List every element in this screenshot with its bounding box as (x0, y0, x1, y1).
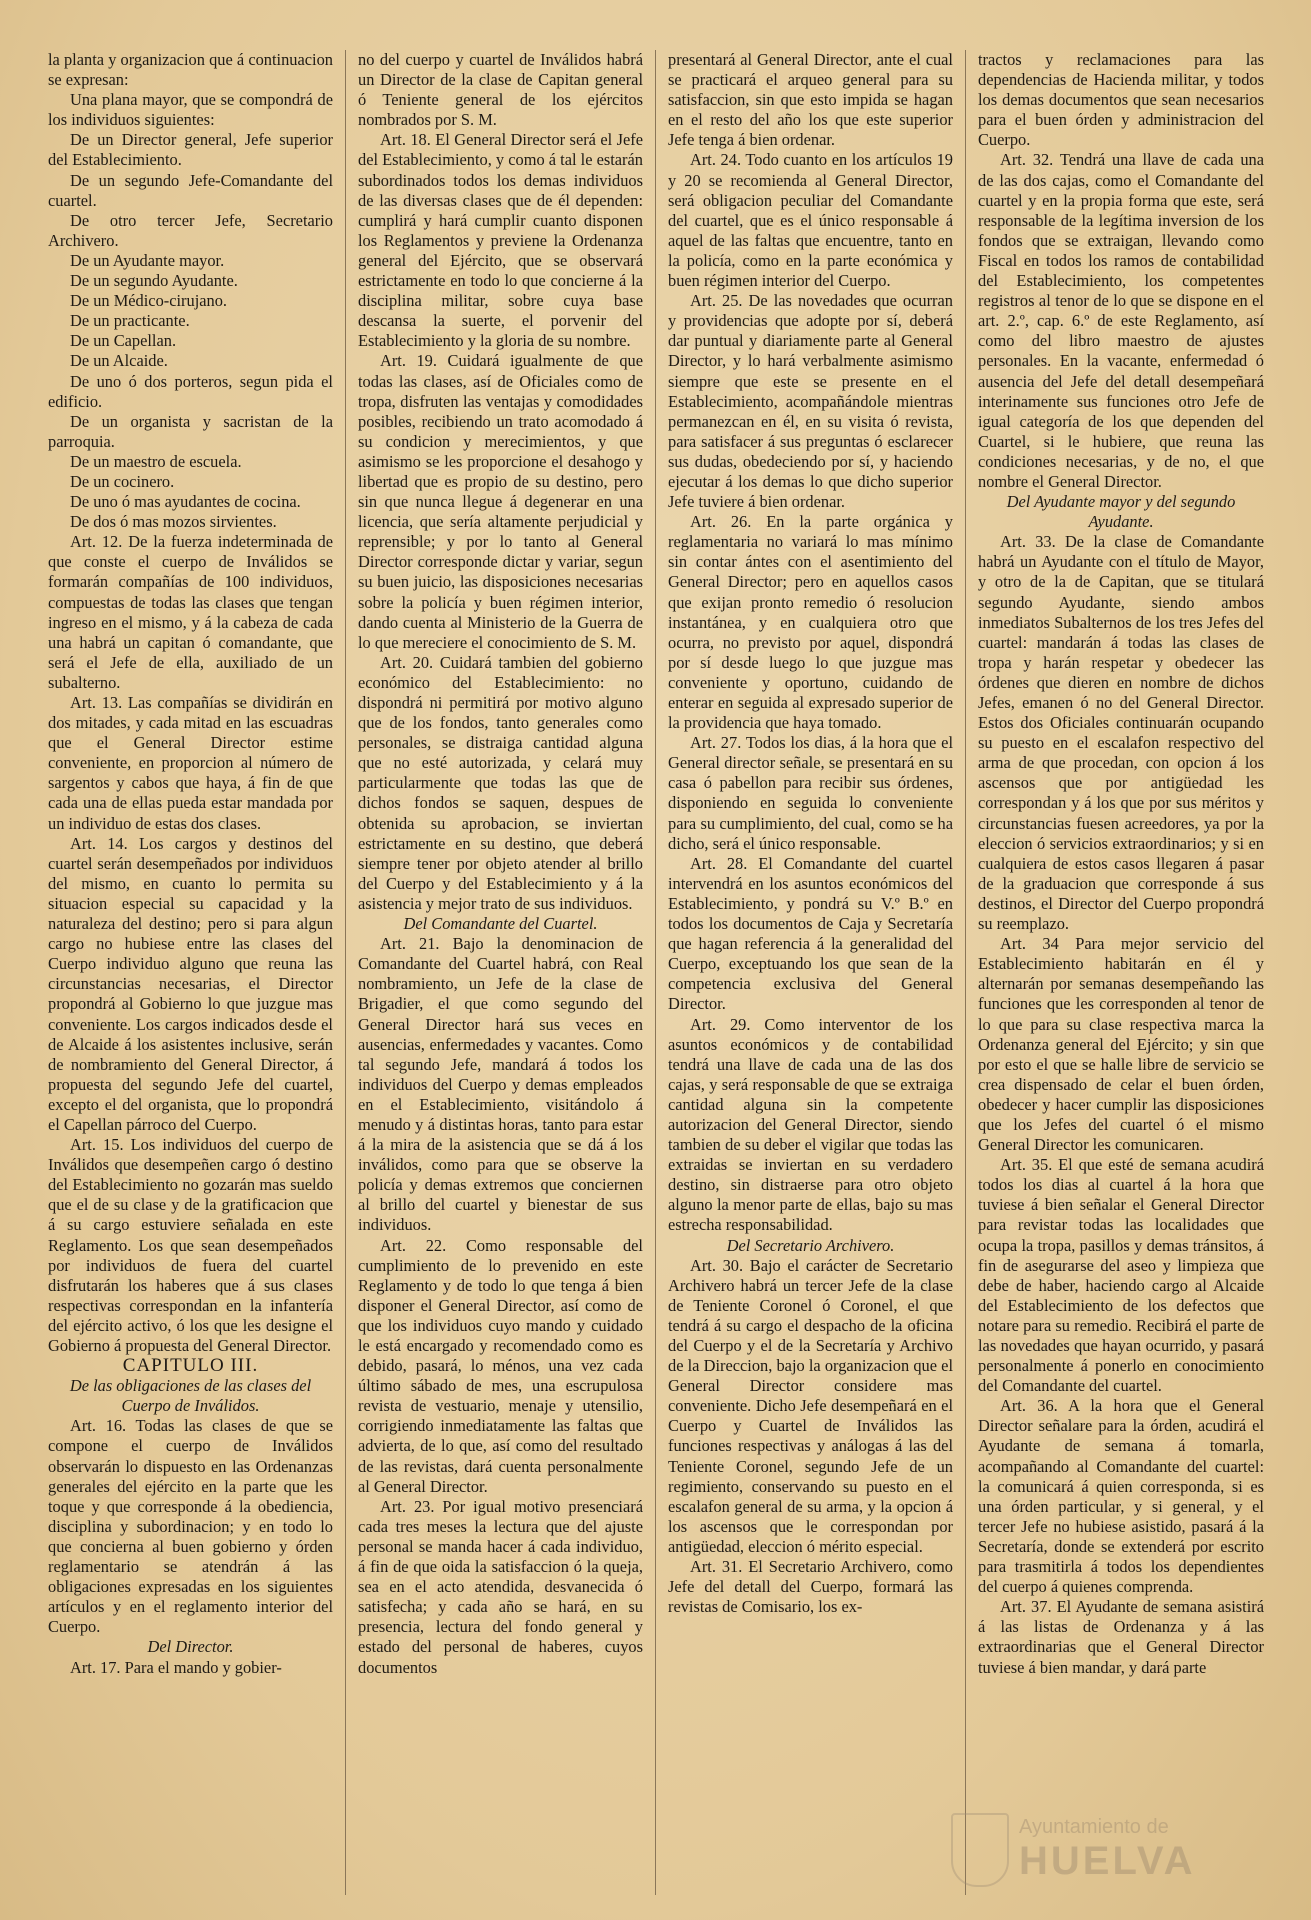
list-item: De un Alcaide. (70, 351, 168, 371)
article-paragraph: Art. 21. Bajo la denominacion de Comandante del Cuartel habrá, con Real nombramiento, un Jefe de la clase de Brigadier, el que como segundo del General Director hará sus veces en ausencias, enfermedades y vacantes. Como tal segundo Jefe, mandará á todos los individuos del Cuerpo y demas empleados en el Establecimiento, visitándolo á menudo y á distintas horas, tanto para estar á la mira de la asistencia que se dá á los inválidos, como para que se observe la policía y demas extremos que conciernen al brillo del cuartel y bienestar de sus individuos. (358, 934, 643, 1235)
section-heading: De las obligaciones de las clases del Cuerpo de Inválidos. (69, 1376, 312, 1416)
list-item: De un organista y sacristan de la parroquia. (48, 411, 333, 451)
column-3 (656, 50, 966, 1895)
paragraph-continued: presentará al General Director, ante el cual se practicará el arqueo general para su satisfaccion, sin que esto impida se hagan en el resto del año los que este superior Jefe tenga á bien ordenar. (668, 50, 953, 150)
article-paragraph: Art. 16. Todas las clases de que se compone el cuerpo de Inválidos observarán lo dispuesto en las Ordenanzas generales del ejército en la parte que les toque y que corresponde á la obediencia, disciplina y subordinacion; y en todo lo que concierna al buen gobierno y órden reglamentario se atendrán á las obligaciones expresadas en los siguientes artículos y en el reglamento interior del Cuerpo. (48, 1416, 333, 1637)
article-paragraph: Art. 13. Las compañías se dividirán en dos mitades, y cada mitad en las escuadras que el General Director estime conveniente, en proporcion al número de sargentos y cabos que haya, á fin de que cada una de ellas pueda estar mandada por un individuo de estas dos clases. (48, 693, 333, 833)
list-item: De un maestro de escuela. (70, 451, 242, 471)
newspaper-page (36, 50, 1276, 1895)
list-item: De un Médico-cirujano. (70, 291, 228, 311)
list-item: De un segundo Jefe-Comandante del cuartel. (48, 170, 333, 210)
article-paragraph: Art. 36. A la hora que el General Director señalare para la órden, acudirá el Ayudante de semana á tomarla, acompañando al Comandante del cuartel: la comunicará á quien corresponda, si es una órden particular, y si general, y el tercer Jefe no hubiese asistido, pasará á la Secretaría, donde se extenderá por escrito para trasmitirla á todos los dependientes del cuerpo á quienes comprenda. (978, 1396, 1264, 1597)
article-paragraph: Art. 14. Los cargos y destinos del cuartel serán desempeñados por individuos del mismo, en cuanto lo permita su situacion especial su capacidad y la naturaleza del destino; pero si para algun cargo no hubiese entre las clases del Cuerpo individuo alguno que reuna las circunstancias necesarias, el Director propondrá al Gobierno lo que juzgue mas conveniente. Los cargos indicados desde el de Alcaide á los asistentes inclusive, serán de nombramiento del General Director, á propuesta del segundo Jefe del cuartel, excepto el del organista, que lo propondrá el Capellan párroco del Cuerpo. (48, 833, 333, 1134)
chapter-heading: CAPITULO III. (122, 1355, 259, 1377)
paragraph-continued: no del cuerpo y cuartel de Inválidos habrá un Director de la clase de Capitan general ó Teniente general de los ejércitos nombrados por S. M. (358, 50, 643, 130)
article-paragraph: Art. 28. El Comandante del cuartel intervendrá en los asuntos económicos del Establecimiento, y pondrá su V.º B.º en todos los documentos de Caja y Secretaría que hagan referencia á la generalidad del Cuerpo, exceptuando los que sean de la competencia exclusiva del General Director. (668, 853, 953, 1014)
section-heading: Del Director. (147, 1637, 234, 1657)
list-item: De otro tercer Jefe, Secretario Archivero. (48, 210, 333, 250)
article-paragraph: Art. 15. Los individuos del cuerpo de Inválidos que desempeñen cargo ó destino del Establecimiento no gozarán mas sueldo que el de su clase y de la gratificacion que á su cargo estuviere señalada en este Reglamento. Los que sean desempeñados por individuos de fuera del cuartel disfrutarán los haberes que á sus clases respectivas correspondan en la infantería del ejército activo, ó los que les designe el Gobierno á propuesta del General Director. (48, 1135, 333, 1355)
article-paragraph: Art. 31. El Secretario Archivero, como Jefe del detall del Cuerpo, formará las revistas de Comisario, los ex- (668, 1557, 953, 1617)
article-paragraph: Art. 17. Para el mando y gobier- (70, 1657, 282, 1677)
article-paragraph: Art. 32. Tendrá una llave de cada una de las dos cajas, como el Comandante del cuartel y en la propia forma que este, será responsable de la legítima inversion de los fondos que se extraigan, llevando como Fiscal en todos los ramos de contabilidad del Establecimiento, los competentes registros al tenor de lo que se dispone en el art. 2.º, cap. 6.º de este Reglamento, así como del libro maestro de ajustes personales. En la vacante, enfermedad ó ausencia del Jefe del detall desempeñará interinamente sus funciones otro Jefe de igual categoría de los que dependen del Cuartel, si le hubiere, que reuna las condiciones necesarias, y de no, el que nombre el General Director. (978, 150, 1264, 491)
article-paragraph: Art. 18. El General Director será el Jefe del Establecimiento, y como á tal le estarán subordinados todos los demas individuos de las diversas clases que de él dependen: cumplirá y hará cumplir cuanto disponen los Reglamentos y previene la Ordenanza general del Ejército, que se observará estrictamente en todo lo que concierne á la disciplina militar, sobre cuya base descansa la suerte, el porvenir del Establecimiento y la gloria de su nombre. (358, 130, 643, 351)
article-paragraph: Art. 30. Bajo el carácter de Secretario Archivero habrá un tercer Jefe de la clase de Teniente Coronel ó Coronel, el que tendrá á su cargo el despacho de la oficina del Cuerpo y el de la Secretaría y Archivo de la Direccion, bajo la organizacion que el General Director considere mas conveniente. Dicho Jefe desempeñará en el Cuerpo y Cuartel de Inválidos las funciones respectivas y análogas á las del Teniente Coronel, segundo Jefe de un regimiento, conservando su puesto en el escalafon general de su arma, y la opcion á los ascensos que le correspondan por antigüedad, eleccion ó mérito especial. (668, 1255, 953, 1556)
section-heading: Del Ayudante mayor y del segundo Ayudante. (1006, 492, 1236, 532)
article-paragraph: Art. 25. De las novedades que ocurran y providencias que adopte por sí, deberá dar puntual y diariamente parte al General Director, y lo hará verbalmente asimismo siempre que este se presente en el Establecimiento, acompañándole mientras permanezcan en él, en su visita ó revista, para satisfacer á sus preguntas ó esclarecer sus dudas, obedeciendo por sí, y haciendo ejecutar á los demas lo que dicho superior Jefe tuviere á bien ordenar. (668, 291, 953, 512)
archive-watermark (951, 1810, 1271, 1890)
watermark-line-2: HUELVA (1019, 1839, 1196, 1883)
list-item: De un practicante. (70, 311, 190, 331)
article-paragraph: Art. 22. Como responsable del cumplimiento de lo prevenido en este Reglamento y de todo lo que tenga á bien disponer el General Director, así como de que los individuos cuyo mando y cuidado le está encargado y recomendado como es debido, pasará, lo ménos, una vez cada último sábado de mes, una escrupulosa revista de vestuario, menaje y utensilio, corrigiendo inmediatamente las faltas que advierta, de lo que, así como del resultado de las revistas, dará cuenta personalmente al General Director. (358, 1235, 643, 1496)
section-heading: Del Comandante del Cuartel. (403, 914, 598, 934)
list-item: De dos ó mas mozos sirvientes. (70, 512, 277, 532)
article-paragraph: Art. 27. Todos los dias, á la hora que el General director señale, se presentará en su casa ó pabellon para recibir sus órdenes, disponiendo en seguida lo conveniente para su cumplimiento, del cual, como se ha dicho, será el único responsable. (668, 733, 953, 853)
article-paragraph: Art. 29. Como interventor de los asuntos económicos y de contabilidad tendrá una llave de cada una de las dos cajas, y será responsable de que se extraiga cantidad alguna sin la competente autorizacion del General Director, siendo tambien de su deber el vigilar que todas las extraidas se inviertan en su verdadero destino, sin distraerse para otro objeto alguno la menor parte de ellas, bajo su mas estrecha responsabilidad. (668, 1014, 953, 1235)
list-item: De un segundo Ayudante. (70, 271, 238, 291)
article-paragraph: Art. 24. Todo cuanto en los artículos 19 y 20 se recomienda al General Director, será obligacion peculiar del Comandante del cuartel, que es el único responsable á aquel de las faltas que encuentre, tanto en la policía, como en la parte económica y buen régimen interior del Cuerpo. (668, 150, 953, 291)
article-paragraph: Una plana mayor, que se compondrá de los individuos siguientes: (48, 90, 333, 130)
article-paragraph: Art. 37. El Ayudante de semana asistirá á las listas de Ordenanza y á las extraordinarias que el General Director tuviese á bien mandar, y dará parte (978, 1597, 1264, 1677)
column-1 (36, 50, 346, 1895)
article-paragraph: Art. 23. Por igual motivo presenciará cada tres meses la lectura que del ajuste personal se manda hacer á cada individuo, á fin de que oida la satisfaccion ó la queja, sea en el acto atendida, desvanecida ó satisfecha; y cada año se hará, en su presencia, lectura del fondo general y estado del personal de haberes, cuyos documentos (358, 1496, 643, 1677)
paragraph-continued: tractos y reclamaciones para las dependencias de Hacienda militar, y todos los demas documentos que sean necesarios para el buen órden y administracion del Cuerpo. (978, 50, 1264, 150)
article-paragraph: Art. 33. De la clase de Comandante habrá un Ayudante con el título de Mayor, y otro de la de Capitan, que se titulará segundo Ayudante, siendo ambos inmediatos Subalternos de los tres Jefes del cuartel: mandarán á todas las clases de tropa y harán respetar y obedecer las órdenes que dieren en nombre de dichos Jefes, emanen ó no del General Director. Estos dos Oficiales continuarán ocupando su puesto en el escalafon respectivo del arma de que procedan, con opcion á los ascensos que por antigüedad les correspondan y á los que por sus méritos y circunstancias fuesen acreedores, ya por la eleccion ó servicios extraordinarios; y si en cualquiera de estos casos llegaren á pasar de la graduacion que corresponde á sus destinos, el Director del Cuerpo propondrá su reemplazo. (978, 532, 1264, 934)
article-paragraph: Art. 35. El que esté de semana acudirá todos los dias al cuartel á la hora que tuviese á bien señalar el General Director para revistar todas las localidades que ocupa la tropa, pasillos y demas tránsitos, á fin de asegurarse del aseo y limpieza que debe de haber, haciendo cargo al Alcaide del Establecimiento de los defectos que notare para su remedio. Recibirá el parte de las novedades que hayan ocurrido, y pasará personalmente á ponerlo en conocimiento del Comandante del cuartel. (978, 1155, 1264, 1396)
section-heading: Del Secretario Archivero. (726, 1235, 895, 1255)
list-item: De un cocinero. (70, 471, 175, 491)
watermark-line-1: Ayuntamiento de (1019, 1816, 1169, 1838)
list-item: De un Ayudante mayor. (70, 250, 225, 270)
list-item: De un Capellan. (70, 331, 177, 351)
column-4 (966, 50, 1276, 1895)
article-paragraph: Art. 20. Cuidará tambien del gobierno económico del Establecimiento: no dispondrá ni permitirá por motivo alguno que de los fondos, tanto generales como personales, se distraiga cantidad alguna que no esté autorizada, y celará muy particularmente que todas las que de dichos fondos se saquen, despues de obtenida su aprobacion, se inviertan estrictamente en su destino, que deberá siempre tener por objeto atender al brillo del Cuerpo y del Establecimiento y á la asistencia y mejor trato de sus individuos. (358, 652, 643, 913)
list-item: De uno ó dos porteros, segun pida el edificio. (48, 371, 333, 411)
list-item: De un Director general, Jefe superior del Establecimiento. (48, 130, 333, 170)
article-paragraph: Art. 12. De la fuerza indeterminada de que conste el cuerpo de Inválidos se formarán compañías de 100 individuos, compuestas de todas las clases que tengan ingreso en el mismo, y á la cabeza de cada una habrá un capitan ó comandante, que será el Jefe de ella, auxiliado de un subalterno. (48, 532, 333, 692)
list-item: De uno ó mas ayudantes de cocina. (70, 492, 301, 512)
coat-of-arms-icon (951, 1813, 1009, 1887)
article-paragraph: Art. 26. En la parte orgánica y reglamentaria no variará lo mas mínimo sin contar ántes con el asentimiento del General Director; pero en aquellos casos que exijan pronto remedio ó resolucion instantánea, y en cualquiera otro que ocurra, no previsto por aquel, dispondrá por sí desde luego lo que juzgue mas conveniente y oportuno, cuidando de enterar en seguida al expresado superior de la providencia que haya tomado. (668, 512, 953, 733)
column-2 (346, 50, 656, 1895)
article-paragraph: Art. 19. Cuidará igualmente de que todas las clases, así de Oficiales como de tropa, disfruten las ventajas y comodidades posibles, recibiendo un trato acomodado á su condicion y merecimientos, y que asimismo se les proporcione el desahogo y libertad que es propio de su destino, pero sin que nunca llegue á degenerar en una licencia, que sería altamente perjudicial y reprensible; y por lo tanto al General Director corresponde dictar y variar, segun su buen juicio, las disposiciones necesarias sobre la policía y buen régimen interior, dando cuenta al Ministerio de la Guerra de lo que mereciere el conocimiento de S. M. (358, 351, 643, 652)
paragraph-continued: la planta y organizacion que á continuacion se expresan: (48, 50, 333, 90)
article-paragraph: Art. 34 Para mejor servicio del Establecimiento habitarán en él y alternarán por semanas desempeñando las funciones que les corresponden al tenor de lo que para su clase respectiva marca la Ordenanza general del Ejército; y sin que por esto el que se halle libre de servicio se crea dispensado de celar el buen órden, obedecer y hacer cumplir las disposiciones que los Jefes del cuartel ó el mismo General Director les comunicaren. (978, 934, 1264, 1155)
